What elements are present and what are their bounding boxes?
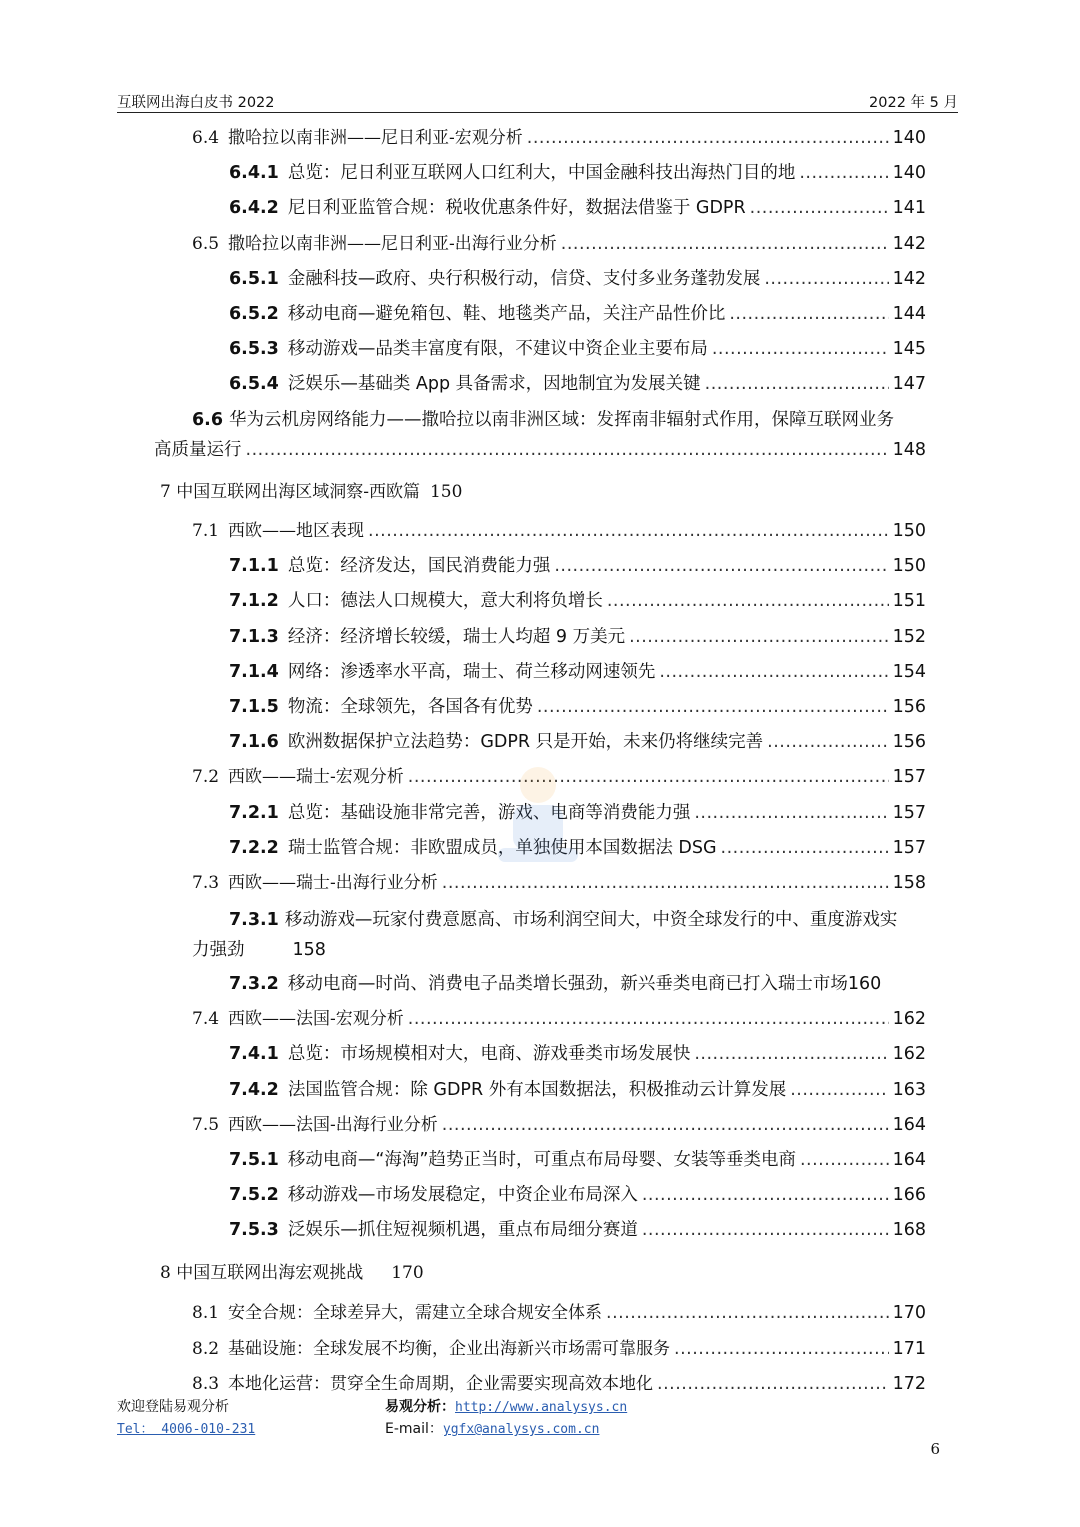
toc-entry-number: 7.1.3	[229, 626, 279, 647]
toc-entry-page: 170	[892, 1303, 926, 1323]
toc-entry-title: 移动电商—避免箱包、鞋、地毯类产品，关注产品性价比	[287, 304, 726, 324]
toc-entry-title: 欧洲数据保护立法趋势：GDPR 只是开始，未来仍将继续完善	[287, 732, 764, 753]
toc-entry-7-3-2[interactable]	[229, 970, 926, 998]
leader-dots	[790, 1076, 888, 1104]
page-number: 6	[930, 1440, 940, 1458]
toc-entry-number: 7.1.5	[229, 697, 279, 717]
toc-entry-number: 7.1.1	[229, 556, 279, 577]
toc-entry-8-1[interactable]	[192, 1299, 926, 1327]
toc-entry-7-3-1[interactable]	[229, 905, 964, 935]
toc-entry-page: 156	[892, 697, 926, 717]
leader-dots	[368, 517, 889, 545]
toc-entry-number: 7.5.2	[229, 1185, 279, 1206]
toc-entry-title: 总览：经济发达，国民消费能力强	[287, 556, 551, 577]
toc-entry-page: 163	[892, 1079, 926, 1100]
chapter-page: 150	[429, 482, 463, 502]
toc-entry-title: 人口：德法人口规模大，意大利将负增长	[287, 591, 603, 612]
toc-entry-7-1-3[interactable]	[229, 623, 926, 651]
toc-entry-number: 7.5.1	[229, 1150, 279, 1170]
toc-entry-number: 7.1.2	[229, 591, 279, 612]
leader-dots	[561, 230, 889, 258]
toc-entry-page: 151	[892, 591, 926, 612]
toc-entry-title: 金融科技—政府、央行积极行动，信贷、支付多业务蓬勃发展	[287, 268, 761, 289]
leader-dots	[764, 265, 888, 293]
toc-entry-6-6-continued[interactable]	[154, 436, 926, 464]
footer-welcome: 欢迎登陆易观分析	[117, 1399, 229, 1415]
leader-dots	[527, 124, 889, 152]
toc-entry-number: 7.2	[192, 767, 220, 788]
toc-entry-title: 法国监管合规：除 GDPR 外有本国数据法，积极推动云计算发展	[287, 1079, 787, 1100]
toc-entry-7-4[interactable]	[192, 1005, 926, 1033]
footer-phone-link[interactable]: Tel： 4006-010-231	[117, 1422, 256, 1437]
toc-entry-page: 140	[892, 163, 926, 184]
toc-entry-title: 撒哈拉以南非洲——尼日利亚-出海行业分析	[228, 233, 557, 254]
toc-entry-6-4-2[interactable]	[229, 194, 926, 222]
toc-entry-title: 经济：经济增长较缓，瑞士人均超 9 万美元	[287, 626, 626, 647]
toc-entry-8-3[interactable]	[192, 1370, 926, 1398]
toc-entry-number: 7.5.3	[229, 1220, 279, 1241]
toc-entry-title: 总览：市场规模相对大，电商、游戏垂类市场发展快	[287, 1044, 691, 1065]
toc-entry-number: 6.4.2	[229, 198, 279, 219]
leader-dots	[694, 799, 888, 827]
toc-entry-title: 西欧——瑞士-出海行业分析	[228, 873, 438, 893]
page-footer	[117, 1396, 958, 1442]
toc-entry-6-5[interactable]	[192, 230, 926, 258]
chapter-title: 7 中国互联网出海区域洞察-西欧篇	[160, 482, 420, 502]
toc-entry-title: 泛娱乐—基础类 App 具备需求，因地制宜为发展关键	[287, 374, 701, 395]
leader-dots	[712, 335, 889, 363]
toc-entry-page: 142	[892, 233, 926, 254]
toc-entry-6-5-2[interactable]	[229, 300, 926, 328]
leader-dots	[606, 1299, 889, 1327]
toc-entry-title: 总览：基础设施非常完善，游戏、电商等消费能力强	[287, 802, 691, 823]
toc-entry-number: 7.1.6	[229, 732, 279, 753]
toc-entry-page: 150	[892, 556, 926, 577]
toc-entry-title: 本地化运营：贯穿全生命周期，企业需要实现高效本地化	[228, 1374, 654, 1394]
toc-entry-7-5-1[interactable]	[229, 1146, 926, 1174]
footer-website-link[interactable]: http://www.analysys.cn	[455, 1400, 628, 1415]
toc-entry-7-1[interactable]	[192, 517, 926, 545]
leader-dots	[642, 1181, 889, 1209]
toc-entry-8-2[interactable]	[192, 1335, 926, 1363]
toc-entry-number: 7.4.2	[229, 1079, 279, 1100]
toc-entry-number: 7.3.2	[229, 974, 279, 994]
toc-entry-number: 7.1	[192, 521, 220, 541]
toc-entry-title: 尼日利亚监管合规：税收优惠条件好，数据法借鉴于 GDPR	[287, 198, 746, 219]
toc-entry-6-5-3[interactable]	[229, 335, 926, 363]
toc-entry-number: 6.5	[192, 233, 220, 254]
toc-entry-title: 力强劲	[192, 940, 245, 960]
toc-entry-title: 移动游戏—品类丰富度有限，不建议中资企业主要布局	[287, 339, 708, 360]
toc-entry-page: 140	[892, 128, 926, 148]
chapter-page: 170	[391, 1263, 424, 1283]
toc-entry-title: 总览：尼日利亚互联网人口红利大，中国金融科技出海热门目的地	[287, 163, 796, 184]
toc-entry-title: 西欧——法国-出海行业分析	[228, 1114, 438, 1135]
document-date: 2022 年 5 月	[869, 95, 958, 111]
toc-entry-title: 瑞士监管合规：非欧盟成员，单独使用本国数据法 DSG	[287, 837, 717, 858]
toc-entry-7-5[interactable]	[192, 1111, 926, 1139]
footer-email-link[interactable]: ygfx@analysys.com.cn	[442, 1422, 600, 1437]
toc-entry-page: 142	[892, 268, 926, 289]
toc-entry-6-5-4[interactable]	[229, 370, 926, 398]
footer-email-label: E-mail：	[385, 1421, 443, 1437]
toc-entry-title: 移动电商—“海淘”趋势正当时，可重点布局母婴、女装等垂类电商	[287, 1150, 796, 1170]
toc-entry-title: 泛娱乐—抓住短视频机遇，重点布局细分赛道	[287, 1220, 638, 1241]
leader-dots	[721, 834, 889, 862]
toc-entry-title: 华为云机房网络能力——撒哈拉以南非洲区域：发挥南非辐射式作用，保障互联网业务	[229, 410, 895, 430]
toc-entry-title: 移动游戏—玩家付费意愿高、市场利润空间大，中资全球发行的中、重度游戏实	[284, 910, 898, 930]
toc-entry-number: 7.4.1	[229, 1044, 279, 1065]
toc-entry-number: 7.2.2	[229, 837, 279, 858]
toc-entry-7-3-1-continued[interactable]	[192, 935, 326, 965]
leader-dots	[442, 1111, 889, 1139]
toc-entry-page: 141	[892, 198, 926, 219]
toc-entry-page: 152	[892, 626, 926, 647]
leader-dots	[629, 623, 889, 651]
toc-entry-number: 8.1	[192, 1303, 220, 1323]
chapter-heading-8[interactable]	[160, 1259, 424, 1287]
document-title: 互联网出海白皮书 2022	[117, 95, 275, 111]
toc-entry-title: 网络：渗透率水平高，瑞士、荷兰移动网速领先	[287, 661, 656, 682]
toc-entry-page: 160	[847, 974, 882, 994]
toc-entry-page: 172	[892, 1374, 926, 1394]
toc-entry-title: 物流：全球领先，各国各有优势	[287, 697, 533, 717]
toc-entry-number: 6.5.2	[229, 304, 279, 324]
toc-entry-number: 7.3	[192, 873, 220, 893]
watermark-figure-icon	[468, 760, 608, 880]
toc-entry-6-4[interactable]	[192, 124, 926, 152]
toc-entry-page: 156	[892, 732, 926, 753]
toc-entry-page: 164	[892, 1150, 926, 1170]
toc-entry-7-5-3[interactable]	[229, 1216, 926, 1244]
toc-entry-7-5-2[interactable]	[229, 1181, 926, 1209]
toc-entry-number: 7.5	[192, 1114, 220, 1135]
leader-dots	[642, 1216, 889, 1244]
toc-entry-page: 162	[892, 1044, 926, 1065]
toc-entry-6-6[interactable]	[192, 405, 962, 435]
leader-dots	[799, 159, 888, 187]
chapter-heading-7[interactable]	[160, 478, 462, 506]
toc-entry-number: 6.4.1	[229, 163, 279, 184]
toc-entry-7-1-4[interactable]	[229, 658, 926, 686]
leader-dots	[657, 1370, 889, 1398]
leader-dots	[659, 658, 888, 686]
toc-entry-7-1-6[interactable]	[229, 728, 926, 756]
toc-entry-title: 安全合规：全球差异大，需建立全球合规安全体系	[228, 1303, 603, 1323]
toc-entry-7-4-1[interactable]	[229, 1040, 926, 1068]
leader-dots	[729, 300, 888, 328]
toc-entry-number: 7.1.4	[229, 661, 279, 682]
leader-dots	[246, 436, 889, 464]
toc-entry-title: 西欧——瑞士-宏观分析	[228, 767, 404, 788]
toc-entry-number: 7.3.1	[229, 910, 279, 930]
page-header	[117, 88, 958, 113]
footer-website-label: 易观分析：	[385, 1399, 455, 1415]
toc-entry-page: 145	[892, 339, 926, 360]
toc-entry-page: 157	[892, 837, 926, 858]
toc-entry-7-1-1[interactable]	[229, 552, 926, 580]
toc-entry-page: 148	[892, 440, 926, 460]
toc-entry-7-1-5[interactable]	[229, 693, 926, 721]
toc-entry-number: 6.4	[192, 128, 220, 148]
leader-dots	[554, 552, 888, 580]
footer-email	[385, 1418, 599, 1438]
toc-entry-number: 7.4	[192, 1009, 220, 1030]
toc-entry-page: 157	[892, 802, 926, 823]
toc-entry-title: 西欧——地区表现	[228, 521, 365, 541]
toc-entry-page: 150	[892, 521, 926, 541]
toc-entry-page: 166	[892, 1185, 926, 1206]
leader-dots	[767, 728, 888, 756]
toc-entry-page: 157	[892, 767, 926, 788]
footer-website	[385, 1396, 627, 1416]
leader-dots	[674, 1335, 889, 1363]
toc-entry-title: 西欧——法国-宏观分析	[228, 1009, 404, 1030]
leader-dots	[694, 1040, 888, 1068]
leader-dots	[607, 587, 889, 615]
toc-entry-title: 撒哈拉以南非洲——尼日利亚-宏观分析	[228, 128, 523, 148]
toc-entry-page: 158	[892, 873, 926, 893]
toc-entry-title: 高质量运行	[154, 440, 242, 460]
toc-entry-page: 154	[892, 661, 926, 682]
toc-entry-number: 8.2	[192, 1338, 220, 1359]
toc-entry-number: 7.2.1	[229, 802, 279, 823]
toc-entry-7-4-2[interactable]	[229, 1076, 926, 1104]
toc-entry-title: 基础设施：全球发展不均衡，企业出海新兴市场需可靠服务	[228, 1338, 671, 1359]
toc-entry-number: 6.5.4	[229, 374, 279, 395]
toc-entry-6-4-1[interactable]	[229, 159, 926, 187]
chapter-title: 8 中国互联网出海宏观挑战	[160, 1263, 364, 1283]
toc-entry-number: 6.5.1	[229, 268, 279, 289]
toc-entry-page: 168	[892, 1220, 926, 1241]
leader-dots	[408, 1005, 889, 1033]
toc-entry-number: 8.3	[192, 1374, 220, 1394]
leader-dots	[750, 194, 889, 222]
toc-entry-page: 171	[892, 1338, 926, 1359]
toc-entry-title: 移动游戏—市场发展稳定，中资企业布局深入	[287, 1185, 638, 1206]
leader-dots	[537, 693, 889, 721]
toc-entry-number: 6.5.3	[229, 339, 279, 360]
toc-entry-number: 6.6	[192, 410, 224, 430]
toc-entry-page: 164	[892, 1114, 926, 1135]
toc-entry-6-5-1[interactable]	[229, 265, 926, 293]
toc-entry-page: 162	[892, 1009, 926, 1030]
leader-dots	[800, 1146, 889, 1174]
toc-entry-7-1-2[interactable]	[229, 587, 926, 615]
leader-dots	[705, 370, 889, 398]
toc-entry-title: 移动电商—时尚、消费电子品类增长强劲，新兴垂类电商已打入瑞士市场	[287, 974, 848, 994]
toc-entry-page: 144	[892, 304, 926, 324]
toc-entry-page: 158	[292, 940, 326, 960]
toc-entry-page: 147	[892, 374, 926, 395]
